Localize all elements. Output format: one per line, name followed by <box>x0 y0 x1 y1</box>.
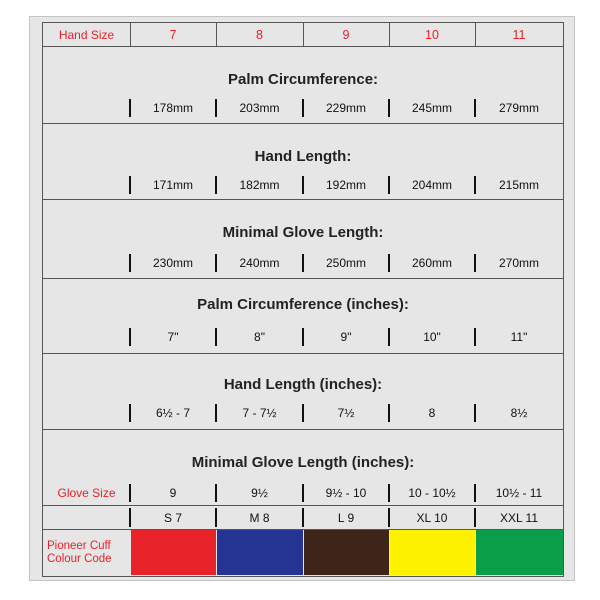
cuff-label-line2: Colour Code <box>47 552 112 565</box>
measurement-value: 11" <box>510 330 528 344</box>
row-divider <box>43 46 563 47</box>
hand-size-value: 10 <box>425 27 439 42</box>
row-divider <box>43 278 563 279</box>
hand-size-value: 11 <box>512 27 526 42</box>
section-title: Minimal Glove Length: <box>222 224 384 241</box>
cuff-colour-swatch <box>217 530 303 575</box>
cuff-label-line1: Pioneer Cuff <box>47 539 111 552</box>
row-divider <box>43 123 563 124</box>
measurement-value: 8 <box>428 406 436 420</box>
hand-size-value: 7 <box>169 27 177 42</box>
measurement-value: 182mm <box>239 178 280 192</box>
measurement-value: 215mm <box>498 178 539 192</box>
measurement-value: 250mm <box>325 256 366 270</box>
measurement-value: 9½ <box>251 486 268 500</box>
measurement-value: 9" <box>340 330 352 344</box>
measurement-value: 9 <box>169 486 177 500</box>
section-title: Palm Circumference (inches): <box>197 296 409 313</box>
measurement-value: 171mm <box>152 178 193 192</box>
measurement-value: 7" <box>167 330 179 344</box>
section-title: Minimal Glove Length (inches): <box>191 454 415 471</box>
measurement-value: 7½ <box>337 406 355 420</box>
row-divider <box>43 429 563 430</box>
glove-size-chart <box>29 16 575 581</box>
measurement-value: 270mm <box>498 256 539 270</box>
hand-size-label: Hand Size <box>58 27 115 42</box>
measurement-value: 10 - 10½ <box>408 486 456 500</box>
measurement-value: 279mm <box>498 101 539 115</box>
cuff-colour-swatch <box>390 530 475 575</box>
cuff-colour-swatch <box>131 530 216 575</box>
measurement-value: 8½ <box>510 406 528 420</box>
measurement-value: 245mm <box>411 101 452 115</box>
cuff-colour-swatch <box>304 530 389 575</box>
measurement-value: 229mm <box>325 101 366 115</box>
glove-size-label: Glove Size <box>57 486 116 500</box>
measurement-value: 260mm <box>411 256 452 270</box>
glove-size-code: XXL 11 <box>499 510 539 525</box>
measurement-value: 9½ - 10 <box>325 486 367 500</box>
section-title: Palm Circumference: <box>227 71 379 88</box>
section-title: Hand Length: <box>254 148 352 165</box>
measurement-value: 203mm <box>239 101 280 115</box>
measurement-value: 10½ - 11 <box>495 486 543 500</box>
measurement-value: 204mm <box>411 178 452 192</box>
glove-size-code: S 7 <box>163 510 182 525</box>
hand-size-value: 9 <box>342 27 350 42</box>
glove-size-code: M 8 <box>249 510 270 525</box>
measurement-value: 8" <box>254 330 265 344</box>
glove-size-code: XL 10 <box>416 510 448 525</box>
measurement-value: 6½ - 7 <box>155 406 191 420</box>
cuff-colour-swatch <box>476 530 563 575</box>
row-divider <box>43 199 563 200</box>
row-divider <box>43 353 563 354</box>
measurement-value: 192mm <box>325 178 366 192</box>
measurement-value: 7 - 7½ <box>242 406 277 420</box>
measurement-value: 240mm <box>239 256 280 270</box>
measurement-value: 230mm <box>152 256 193 270</box>
cuff-colour-label <box>47 530 128 575</box>
glove-size-code: L 9 <box>337 510 355 525</box>
section-title: Hand Length (inches): <box>223 376 383 393</box>
hand-size-value: 8 <box>256 27 263 42</box>
measurement-value: 178mm <box>152 101 193 115</box>
measurement-value: 10" <box>423 330 441 344</box>
size-table <box>42 22 564 577</box>
